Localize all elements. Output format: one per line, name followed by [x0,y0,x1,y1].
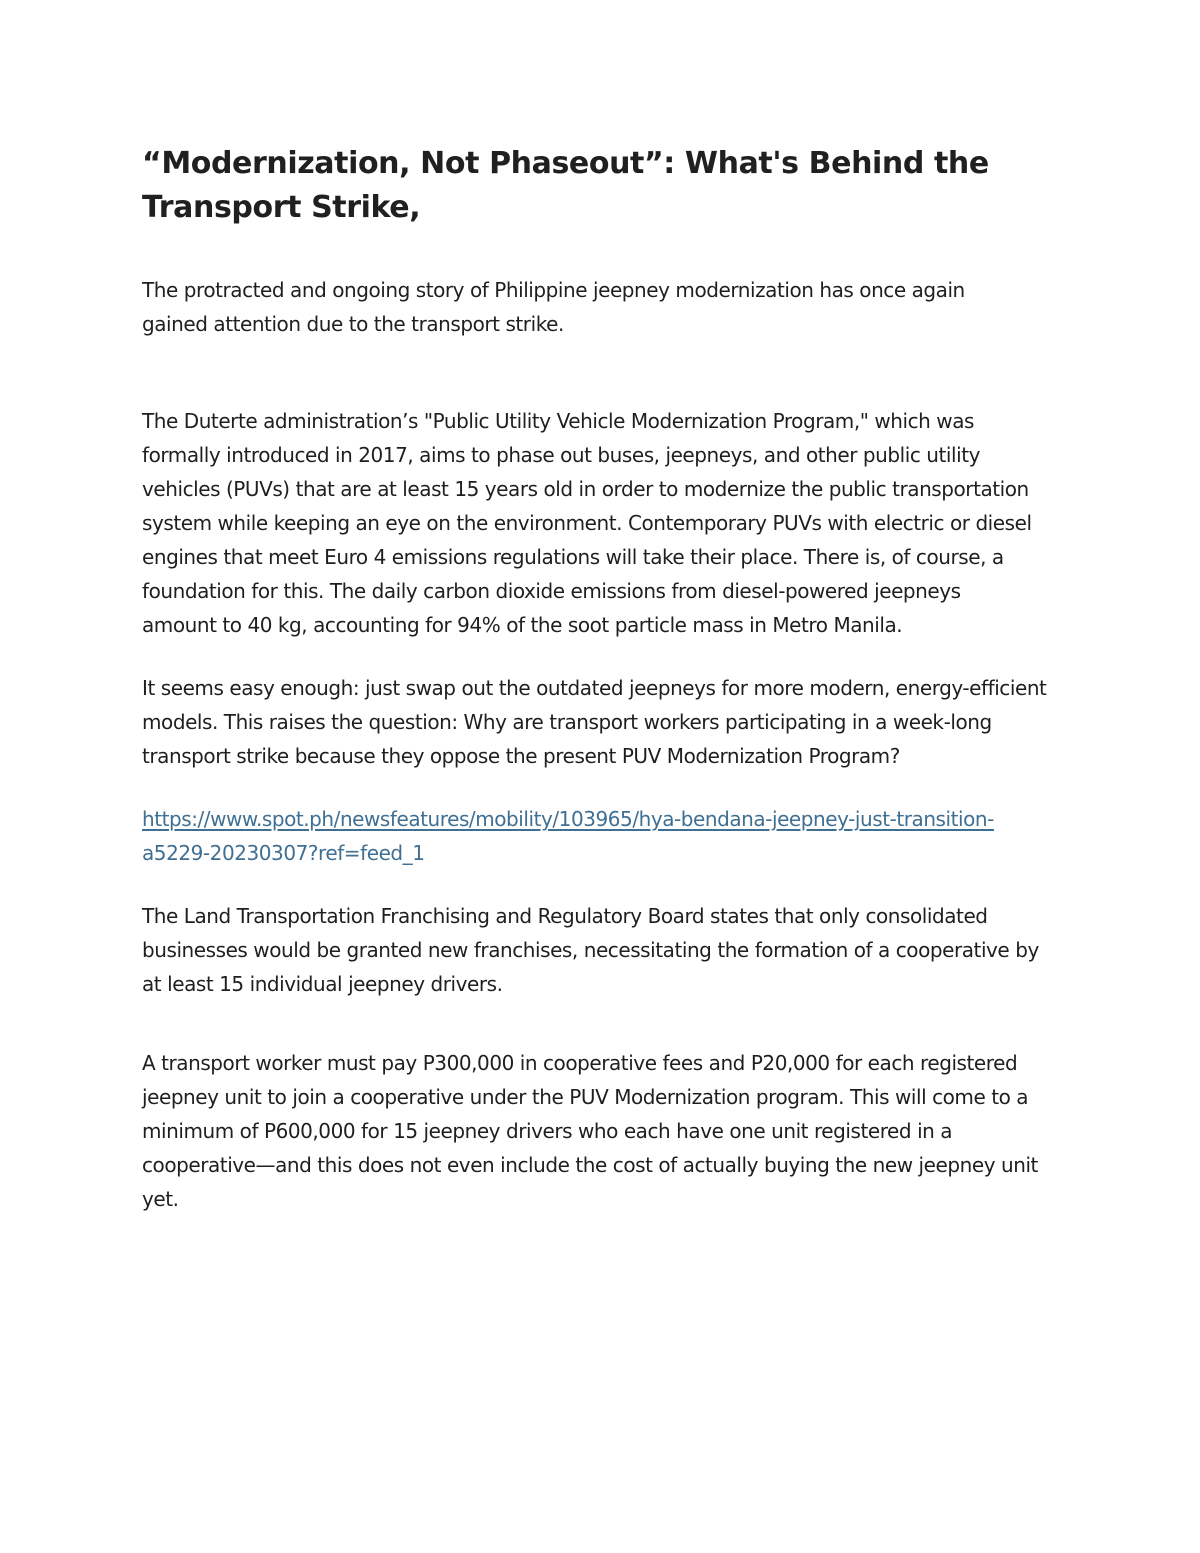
ltfrb-paragraph [142,899,1062,1001]
paragraph-line: vehicles (PUVs) that are at least 15 years old in order to modernize the public transportation [142,477,1029,501]
source-link-paragraph [142,802,1062,870]
paragraph-line: yet. [142,1187,179,1211]
document-body [142,142,1062,1216]
intro-paragraph [142,273,1062,341]
fees-paragraph [142,1046,1062,1216]
paragraph-line: A transport worker must pay P300,000 in cooperative fees and P20,000 for each registered [142,1051,1018,1075]
document-title [142,142,1062,230]
paragraph-line: The Land Transportation Franchising and Regulatory Board states that only consolidated [142,904,988,928]
question-paragraph [142,671,1062,773]
paragraph-line: at least 15 individual jeepney drivers. [142,972,503,996]
paragraph-line: It seems easy enough: just swap out the outdated jeepneys for more modern, energy-efficient [142,676,1047,700]
paragraph-line: jeepney unit to join a cooperative under the PUV Modernization program. This will come to a [142,1085,1029,1109]
puv-program-paragraph [142,404,1062,642]
paragraph-line: engines that meet Euro 4 emissions regulations will take their place. There is, of course, a [142,545,1004,569]
source-link[interactable] [142,802,1062,865]
paragraph-line: transport strike because they oppose the present PUV Modernization Program? [142,744,900,768]
paragraph-line: businesses would be granted new franchises, necessitating the formation of a cooperative by [142,938,1039,962]
paragraph-line: amount to 40 kg, accounting for 94% of the soot particle mass in Metro Manila. [142,613,903,637]
title-line: Transport Strike, [142,190,421,225]
paragraph-line: formally introduced in 2017, aims to phase out buses, jeepneys, and other public utility [142,443,981,467]
paragraph-line: system while keeping an eye on the environment. Contemporary PUVs with electric or diesel [142,511,1032,535]
paragraph-line: cooperative—and this does not even include the cost of actually buying the new jeepney unit [142,1153,1038,1177]
paragraph-line: models. This raises the question: Why are transport workers participating in a week-long [142,710,992,734]
paragraph-line: minimum of P600,000 for 15 jeepney drivers who each have one unit registered in a [142,1119,953,1143]
paragraph-line: The Duterte administration’s "Public Utility Vehicle Modernization Program," which was [142,409,974,433]
paragraph-line: The protracted and ongoing story of Philippine jeepney modernization has once again [142,278,965,302]
link-line[interactable]: a5229-20230307?ref=feed_1 [142,841,425,865]
paragraph-line: foundation for this. The daily carbon dioxide emissions from diesel-powered jeepneys [142,579,961,603]
title-line: “Modernization, Not Phaseout”: What's Behind the [142,146,989,181]
link-line[interactable]: https://www.spot.ph/newsfeatures/mobility/103965/hya-bendana-jeepney-just-transition- [142,807,994,831]
paragraph-line: gained attention due to the transport strike. [142,312,564,336]
